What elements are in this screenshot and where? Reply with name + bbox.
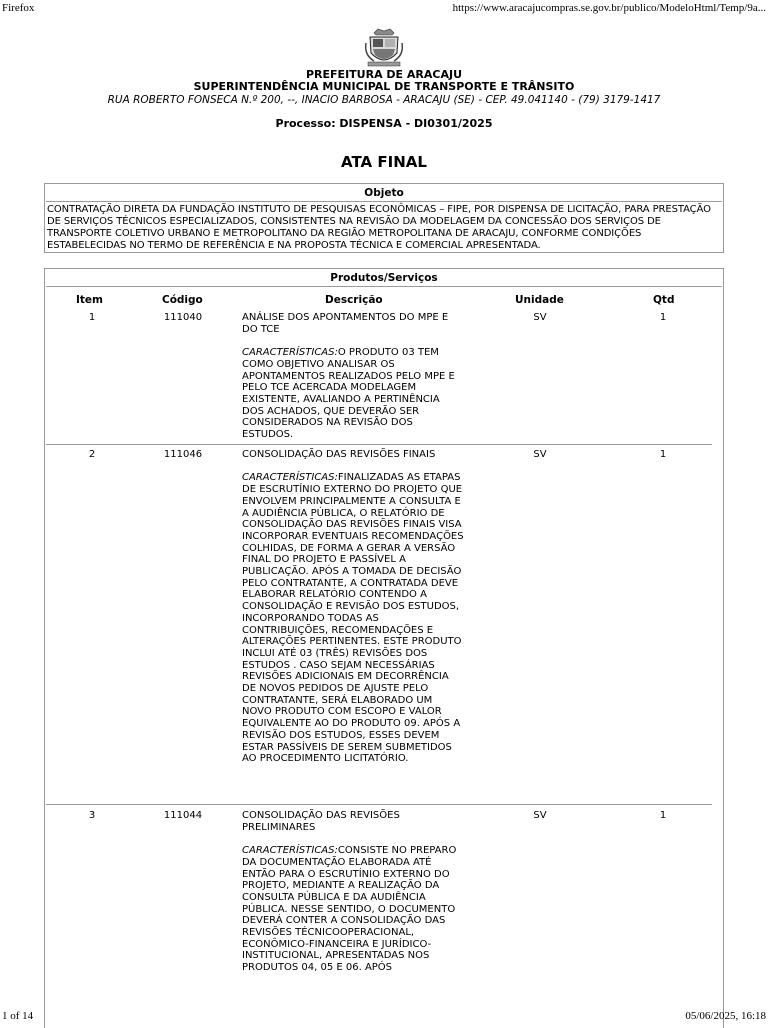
cell-qtd: 1 (659, 449, 667, 460)
cell-descricao (242, 312, 464, 441)
item-name: CONSOLIDAÇÃO DAS REVISÕES PRELIMINARES (242, 810, 400, 833)
print-datetime: 05/06/2025, 16:18 (685, 1010, 766, 1022)
org-header (0, 69, 768, 107)
coat-of-arms-icon (364, 27, 404, 69)
characteristics-label: CARACTERÍSTICAS: (242, 347, 338, 359)
cell-descricao (242, 810, 464, 974)
cell-item: 2 (88, 449, 96, 460)
cell-unidade: SV (533, 312, 547, 323)
characteristics-text: O PRODUTO 03 TEM COMO OBJETIVO ANALISAR OS APONTAMENTOS REALIZADOS PELO MPE E PELO TCE ACERCADA MODELAGEM EXISTENTE, AVALIANDO A PERTINÊNCIA DOS ACHADOS, QUE DEVERÃO SER CONSIDERADOS NA REVISÃO DOS ESTUDOS. (242, 347, 455, 441)
cell-unidade: SV (533, 810, 547, 821)
characteristics-label: CARACTERÍSTICAS: (242, 845, 338, 857)
browser-name: Firefox (2, 2, 35, 14)
row-divider (46, 444, 712, 445)
cell-qtd: 1 (659, 312, 667, 323)
col-item: Item (76, 294, 103, 306)
item-name: ANÁLISE DOS APONTAMENTOS DO MPE E DO TCE (242, 312, 449, 335)
item-characteristics (242, 845, 464, 974)
dept-name: SUPERINTENDÊNCIA MUNICIPAL DE TRANSPORTE E TRÂNSITO (193, 80, 575, 93)
page-url[interactable]: https://www.aracajucompras.se.gov.br/publico/ModeloHtml/Temp/9a... (452, 2, 766, 14)
cell-unidade: SV (533, 449, 547, 460)
cell-descricao (242, 449, 464, 765)
table-header (45, 294, 723, 308)
produtos-title: Produtos/Serviços (46, 270, 722, 287)
page-title: ATA FINAL (341, 153, 427, 171)
cell-codigo: 111046 (163, 449, 203, 460)
cell-item: 1 (88, 312, 96, 323)
item-characteristics (242, 472, 464, 765)
page-counter: 1 of 14 (2, 1010, 34, 1022)
col-qtd: Qtd (653, 294, 675, 306)
org-address: RUA ROBERTO FONSECA N.º 200, --, INACIO BARBOSA - ARACAJU (SE) - CEP. 49.041140 - (79) 3179-1417 (107, 94, 661, 106)
objeto-text: CONTRATAÇÃO DIRETA DA FUNDAÇÃO INSTITUTO DE PESQUISAS ECONÔMICAS – FIPE, POR DISPENSA DE LICITAÇÃO, PARA PRESTAÇÃO DE SERVIÇOS TÉCNICOS ESPECIALIZADOS, CONSISTENTES NA REVISÃO DA MODELAGEM DA CONCESSÃO DOS SERVIÇOS DE TRANSPORTE COLETIVO URBANO E METROPOLITANO DA REGIÃO METROPOLITANA DE ARACAJU, CONFORME CONDIÇÕES ESTABELECIDAS NO TERMO DE REFERÊNCIA E NA PROPOSTA TÉCNICA E COMERCIAL APRESENTADA. (47, 204, 711, 251)
col-descricao: Descrição (325, 294, 383, 306)
characteristics-text: FINALIZADAS AS ETAPAS DE ESCRUTÍNIO EXTERNO DO PROJETO QUE ENVOLVEM PRINCIPALMENTE A CONSULTA E A AUDIÊNCIA PÚBLICA, O RELATÓRIO DE CONSOLIDAÇÃO DAS REVISÕES FINAIS VISA INCORPORAR EVENTUAIS RECOMENDAÇÕES COLHIDAS, DE FORMA A GERAR A VERSÃO FINAL DO PROJETO E PASSÍVEL A PUBLICAÇÃO. APÓS A TOMADA DE DECISÃO PELO CONTRATANTE, A CONTRATADA DEVE ELABORAR RELATÓRIO CONTENDO A CONSOLIDAÇÃO E REVISÃO DOS ESTUDOS, INCORPORANDO TODAS AS CONTRIBUIÇÕES, RECOMENDAÇÕES E ALTERAÇÕES PERTINENTES. ESTE PRODUTO INCLUI ATÉ 03 (TRÊS) REVISÕES DOS ESTUDOS . CASO SEJAM NECESSÁRIAS REVISÕES ADICIONAIS EM DECORRÊNCIA DE NOVOS PEDIDOS DE AJUSTE PELO CONTRATANTE, SERÁ ELABORADO UM NOVO PRODUTO COM ESCOPO E VALOR EQUIVALENTE AO DO PRODUTO 09. APÓS A REVISÃO DOS ESTUDOS, ESSES DEVEM ESTAR PASSÍVEIS DE SEREM SUBMETIDOS AO PROCEDIMENTO LICITATÓRIO. (242, 472, 464, 765)
cell-codigo: 111040 (163, 312, 203, 323)
row-divider (46, 804, 712, 805)
cell-qtd: 1 (659, 810, 667, 821)
org-name: PREFEITURA DE ARACAJU (306, 68, 462, 81)
item-characteristics (242, 347, 464, 441)
produtos-section (44, 268, 724, 1028)
print-footer (2, 1008, 766, 1022)
item-name: CONSOLIDAÇÃO DAS REVISÕES FINAIS (242, 449, 436, 460)
col-unidade: Unidade (515, 294, 564, 306)
print-header (2, 2, 766, 16)
processo-number: Processo: DISPENSA - DI0301/2025 (275, 117, 493, 130)
cell-item: 3 (88, 810, 96, 821)
cell-codigo: 111044 (163, 810, 203, 821)
col-codigo: Código (162, 294, 203, 306)
characteristics-label: CARACTERÍSTICAS: (242, 472, 338, 484)
characteristics-text: CONSISTE NO PREPARO DA DOCUMENTAÇÃO ELABORADA ATÉ ENTÃO PARA O ESCRUTÍNIO EXTERNO DO PROJETO, MEDIANTE A REALIZAÇÃO DA CONSULTA PÚBLICA E DA AUDIÊNCIA PÚBLICA. NESSE SENTIDO, O DOCUMENTO DEVERÁ CONTER A CONSOLIDAÇÃO DAS REVISÕES TÉCNICOOPERACIONAL, ECONÔMICO-FINANCEIRA E JURÍDICO-INSTITUCIONAL, APRESENTADAS NOS PRODUTOS 04, 05 E 06. APÓS (242, 845, 457, 974)
objeto-title: Objeto (46, 185, 722, 202)
objeto-section (44, 183, 724, 253)
